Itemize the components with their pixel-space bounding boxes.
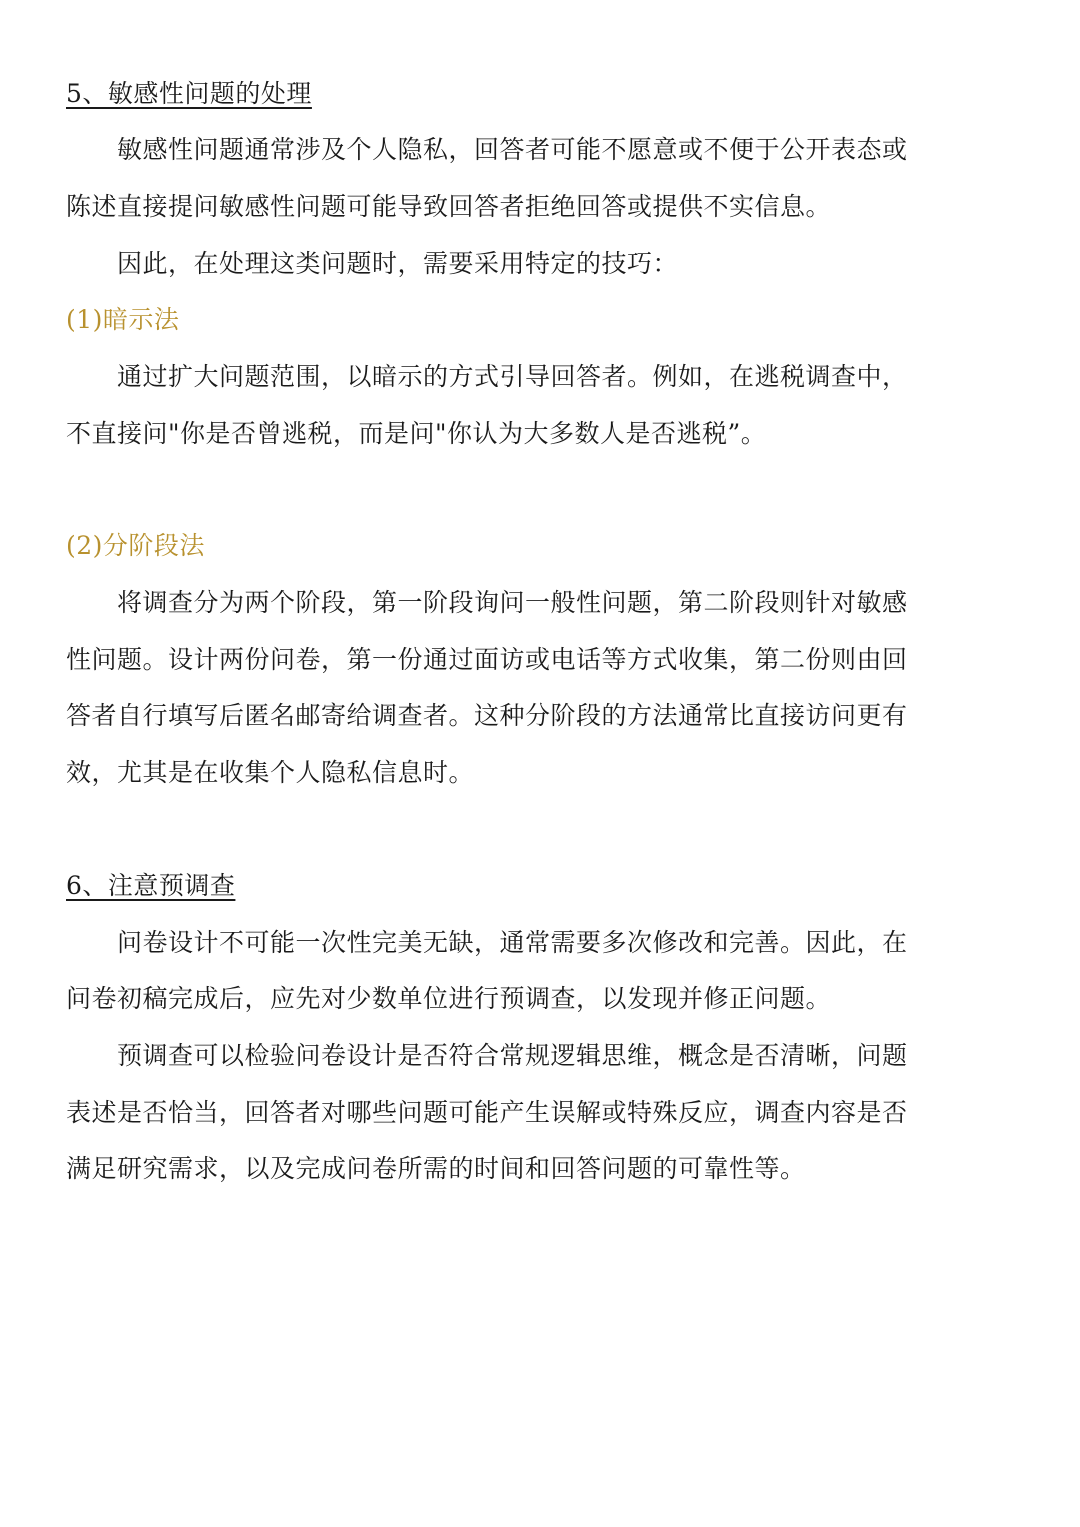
method-2-line-1: 将调查分为两个阶段，第一阶段询问一般性问题，第二阶段则针对敏感 xyxy=(117,588,908,617)
method-2-title: (2)分阶段法 xyxy=(66,531,205,560)
section-6-paragraph-2-line-2: 表述是否恰当，回答者对哪些问题可能产生误解或特殊反应，调查内容是否 xyxy=(66,1098,908,1127)
section-5-heading: 5、敏感性问题的处理 xyxy=(66,79,312,108)
section-6-heading: 6、注意预调查 xyxy=(66,871,236,900)
section-6-paragraph-2-line-1: 预调查可以检验问卷设计是否符合常规逻辑思维，概念是否清晰，问题 xyxy=(117,1041,908,1070)
section-5-paragraph-2: 因此，在处理这类问题时，需要采用特定的技巧： xyxy=(117,249,679,278)
section-5-paragraph-1-line-1: 敏感性问题通常涉及个人隐私，回答者可能不愿意或不便于公开表态或 xyxy=(117,135,908,164)
method-1-title: (1)暗示法 xyxy=(66,305,180,334)
method-1-line-1: 通过扩大问题范围，以暗示的方式引导回答者。例如，在逃税调查中， xyxy=(117,362,908,391)
method-2-line-3: 答者自行填写后匿名邮寄给调查者。这种分阶段的方法通常比直接访问更有 xyxy=(66,701,908,730)
section-6-paragraph-2-line-3: 满足研究需求，以及完成问卷所需的时间和回答问题的可靠性等。 xyxy=(66,1154,806,1183)
section-5-paragraph-1-line-2: 陈述直接提问敏感性问题可能导致回答者拒绝回答或提供不实信息。 xyxy=(66,192,832,221)
section-6-paragraph-1-line-1: 问卷设计不可能一次性完美无缺，通常需要多次修改和完善。因此，在 xyxy=(117,928,908,957)
method-1-line-2: 不直接问"你是否曾逃税，而是问"你认为大多数人是否逃税”。 xyxy=(66,419,767,448)
section-6-paragraph-1-line-2: 问卷初稿完成后，应先对少数单位进行预调查，以发现并修正问题。 xyxy=(66,984,832,1013)
method-2-line-2: 性问题。设计两份问卷，第一份通过面访或电话等方式收集，第二份则由回 xyxy=(66,645,908,674)
method-2-line-4: 效，尤其是在收集个人隐私信息时。 xyxy=(66,758,475,787)
